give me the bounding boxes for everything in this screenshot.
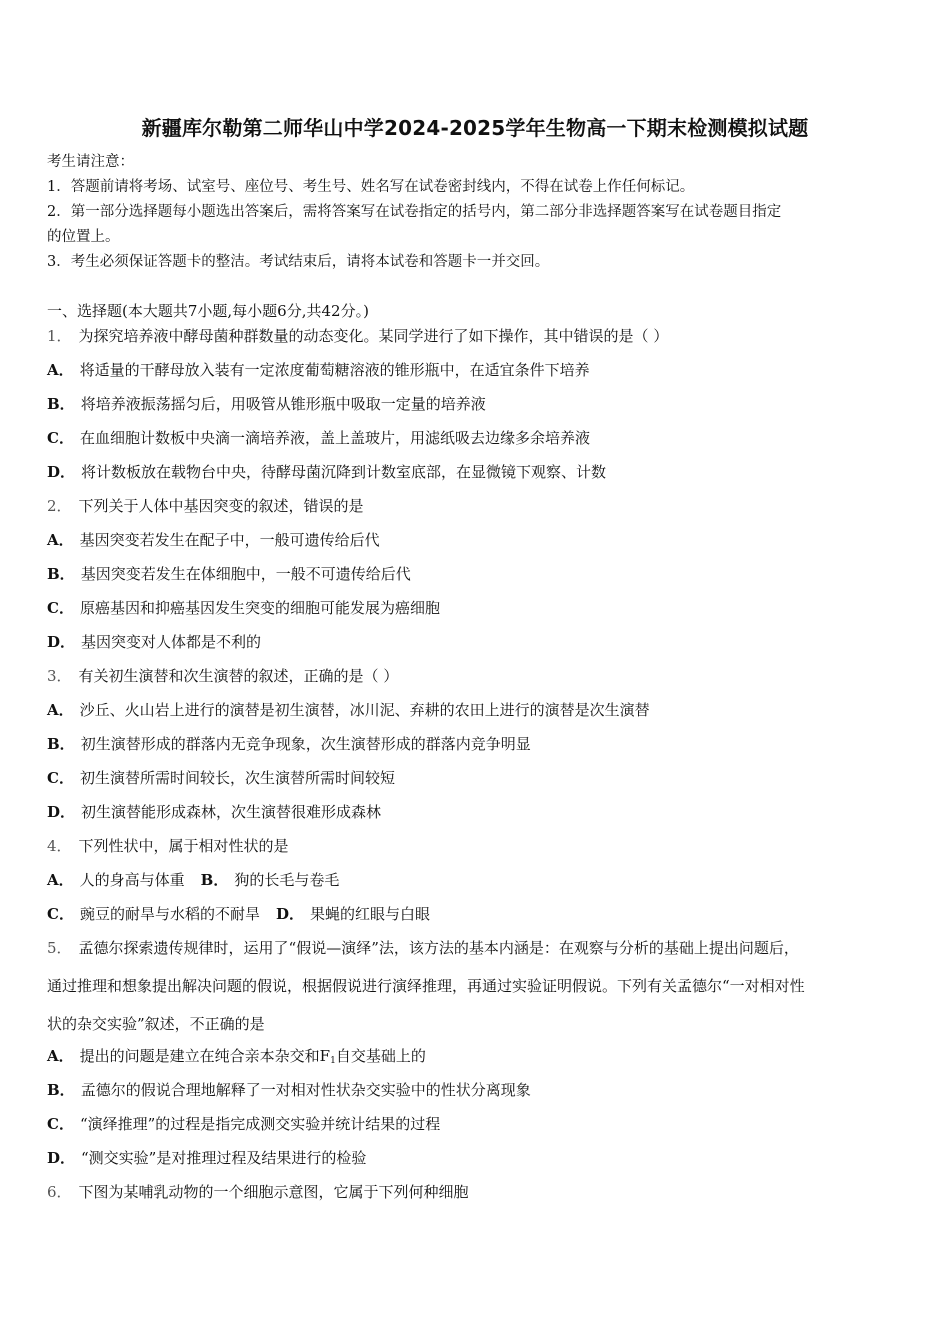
question-stem: [47, 938, 799, 958]
option-label: B．: [47, 735, 75, 753]
question-number: 5．: [47, 939, 72, 957]
question-number: 1．: [47, 327, 72, 345]
option-text: 人的身高与体重: [79, 871, 185, 889]
option-text: 提出的问题是建立在纯合亲本杂交和: [79, 1047, 320, 1065]
option-label: D．: [47, 633, 76, 651]
notice-item: 的位置上。: [47, 229, 120, 245]
option-item: [47, 598, 440, 618]
option-label: D．: [47, 1149, 76, 1167]
option-label: A．: [47, 361, 74, 379]
option-text: 基因突变若发生在配子中，一般可遗传给后代: [79, 531, 380, 549]
option-label: C．: [47, 429, 74, 447]
question-stem: [47, 326, 668, 346]
option-label: A．: [47, 1047, 74, 1065]
option-text: 自交基础上的: [335, 1047, 426, 1065]
option-text: 初生演替形成的群落内无竞争现象，次生演替形成的群落内竞争明显: [80, 735, 531, 753]
option-item: [47, 462, 606, 482]
option-item: [47, 700, 650, 720]
option-label: D．: [47, 463, 76, 481]
question-stem: [47, 836, 289, 856]
option-item: [47, 530, 380, 550]
option-label: C．: [47, 1115, 74, 1133]
option-text: 豌豆的耐旱与水稻的不耐旱: [79, 905, 260, 923]
question-text: 下列性状中，属于相对性状的是: [78, 837, 289, 855]
option-label: B．: [200, 871, 229, 889]
option-item: [47, 394, 486, 414]
question-text: 为探究培养液中酵母菌种群数量的动态变化。某同学进行了如下操作，其中错误的是（ ）: [78, 327, 669, 345]
question-stem: [47, 1182, 469, 1202]
option-label: B．: [47, 395, 75, 413]
notice-heading: 考生请注意：: [47, 154, 134, 170]
option-text: “演绎推理”的过程是指完成测交实验并统计结果的过程: [79, 1115, 441, 1133]
option-text: 孟德尔的假说合理地解释了一对相对性状杂交实验中的性状分离现象: [80, 1081, 531, 1099]
option-item: [47, 768, 395, 788]
question-number: 4．: [47, 837, 72, 855]
option-text: 基因突变对人体都是不利的: [81, 633, 262, 651]
question-text: 下列关于人体中基因突变的叙述，错误的是: [78, 497, 364, 515]
option-item: [47, 802, 381, 822]
option-row: [47, 870, 339, 890]
option-item: [47, 1148, 366, 1168]
option-item: [47, 360, 590, 380]
option-item: [47, 1114, 440, 1134]
option-label: A．: [47, 871, 74, 889]
option-text: 沙丘、火山岩上进行的演替是初生演替，冰川泥、弃耕的农田上进行的演替是次生演替: [79, 701, 650, 719]
option-item: [47, 428, 590, 448]
option-item: [47, 1046, 426, 1071]
option-row: [47, 904, 430, 924]
option-text: 将适量的干酵母放入装有一定浓度葡萄糖溶液的锥形瓶中，在适宜条件下培养: [79, 361, 590, 379]
option-label: A．: [47, 701, 74, 719]
section-heading: 一、选择题(本大题共7小题,每小题6分,共42分。): [47, 302, 369, 320]
question-text: 有关初生演替和次生演替的叙述，正确的是（ ）: [78, 667, 399, 685]
option-label: A．: [47, 531, 74, 549]
option-text: 将计数板放在载物台中央，待酵母菌沉降到计数室底部，在显微镜下观察、计数: [81, 463, 607, 481]
generation-symbol: F: [319, 1047, 331, 1065]
option-text: 原癌基因和抑癌基因发生突变的细胞可能发展为癌细胞: [79, 599, 440, 617]
option-label: B．: [47, 1081, 75, 1099]
option-label: C．: [47, 905, 74, 923]
question-text: 下图为某哺乳动物的一个细胞示意图，它属于下列何种细胞: [78, 1183, 469, 1201]
notice-item: 3．考生必须保证答题卡的整洁。考试结束后，请将本试卷和答题卡一并交回。: [47, 254, 550, 270]
generation-subscript: 1: [330, 1056, 336, 1066]
question-number: 6．: [47, 1183, 72, 1201]
question-number: 3．: [47, 667, 72, 685]
option-text: 基因突变若发生在体细胞中，一般不可遗传给后代: [80, 565, 411, 583]
option-item: [47, 1080, 531, 1100]
question-text-continued: 状的杂交实验”叙述，不正确的是: [47, 1015, 265, 1033]
option-label: B．: [47, 565, 75, 583]
option-item: [47, 632, 261, 652]
question-stem: [47, 496, 364, 516]
option-text: 狗的长毛与卷毛: [234, 871, 340, 889]
question-stem: [47, 666, 398, 686]
option-text: “测交实验”是对推理过程及结果进行的检验: [81, 1149, 367, 1167]
question-text: 孟德尔探索遗传规律时，运用了“假说—演绎”法，该方法的基本内涵是：在观察与分析的基础上提出问题后，: [78, 939, 799, 957]
question-text-continued: 通过推理和想象提出解决问题的假说，根据假说进行演绎推理，再通过实验证明假说。下列有关孟德尔“一对相对性: [47, 977, 805, 995]
option-label: D．: [47, 803, 76, 821]
option-text: 将培养液振荡摇匀后，用吸管从锥形瓶中吸取一定量的培养液: [80, 395, 486, 413]
option-label: C．: [47, 769, 74, 787]
option-text: 初生演替能形成森林，次生演替很难形成森林: [81, 803, 382, 821]
option-label: C．: [47, 599, 74, 617]
option-item: [47, 564, 411, 584]
option-label: D．: [275, 905, 304, 923]
notice-item: 2．第一部分选择题每小题选出答案后，需将答案写在试卷指定的括号内，第二部分非选择题答案写在试卷题目指定: [47, 204, 782, 220]
question-number: 2．: [47, 497, 72, 515]
notice-item: 1．答题前请将考场、试室号、座位号、考生号、姓名写在试卷密封线内，不得在试卷上作任何标记。: [47, 179, 695, 195]
option-text: 果蝇的红眼与白眼: [309, 905, 430, 923]
option-text: 初生演替所需时间较长，次生演替所需时间较短: [79, 769, 395, 787]
option-text: 在血细胞计数板中央滴一滴培养液，盖上盖玻片，用滤纸吸去边缘多余培养液: [79, 429, 590, 447]
exam-title: 新疆库尔勒第二师华山中学2024-2025学年生物高一下期末检测模拟试题: [141, 116, 809, 140]
option-item: [47, 734, 531, 754]
